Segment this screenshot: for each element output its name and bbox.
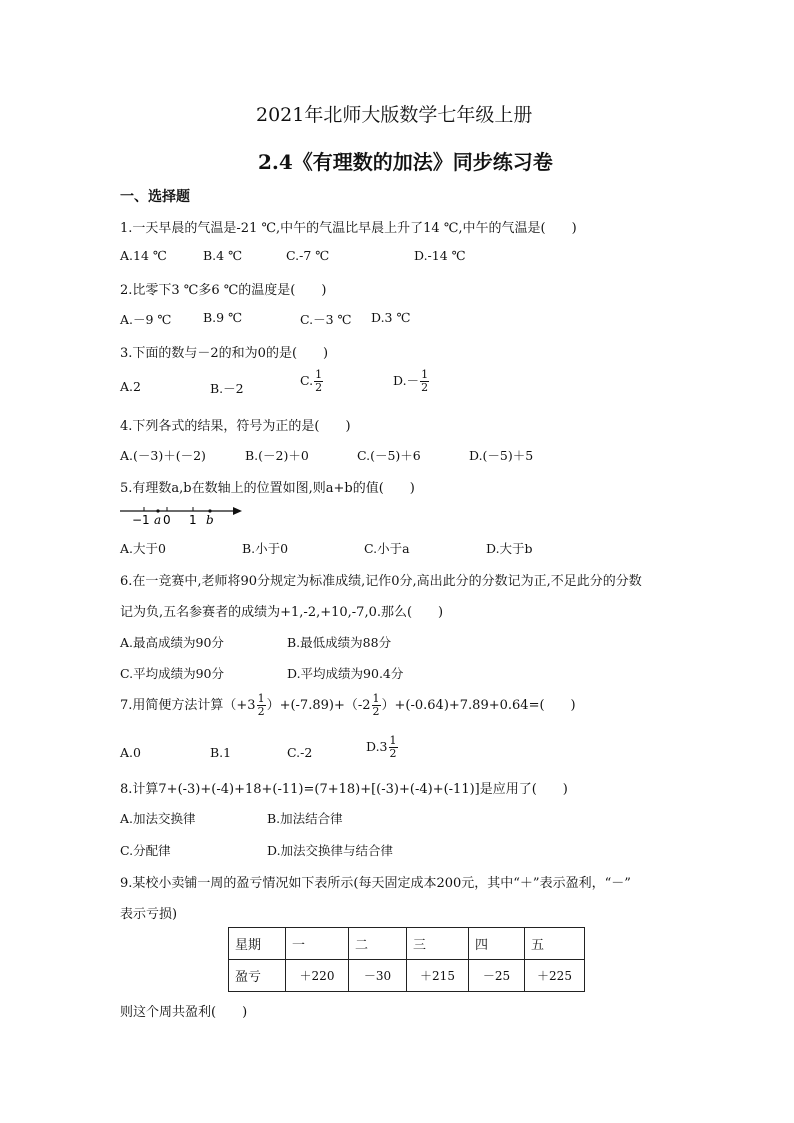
axis-label-one: 1	[189, 513, 197, 526]
q5-option-d: D.大于b	[486, 541, 533, 556]
q5-option-b: B.小于0	[242, 541, 289, 556]
q4-option-d: D.(－5)＋5	[469, 448, 534, 463]
q7-part-2: ）+(-7.89)+（-2	[266, 698, 371, 713]
arrow-right-icon	[233, 507, 242, 515]
q3-option-b: B.－2	[210, 381, 244, 396]
q1-option-b: B.4 ℃	[203, 248, 243, 263]
section-heading: 一、选择题	[120, 189, 190, 205]
q2-option-d: D.3 ℃	[371, 310, 411, 325]
q7-fraction-2	[372, 693, 381, 718]
q4-option-a: A.(－3)＋(－2)	[120, 448, 206, 463]
question-9-line-1: 9.某校小卖铺一周的盈亏情况如下表所示(每天固定成本200元，其中“＋”表示盈利，“－”	[120, 876, 631, 891]
fraction-numerator: 1	[372, 692, 380, 705]
fraction-denominator: 2	[315, 381, 323, 394]
question-6-line-2: 记为负,五名参赛者的成绩为+1,-2,+10,-7,0.那么( )	[120, 605, 444, 620]
q6-option-b: B.最低成绩为88分	[287, 635, 392, 650]
fraction-denominator: 2	[372, 705, 380, 718]
question-8-stem: 8.计算7+(-3)+(-4)+18+(-11)=(7+18)+[(-3)+(-4)+(-11)]是应用了( )	[120, 782, 568, 797]
q4-option-b: B.(－2)＋0	[245, 448, 309, 463]
q7-option-d-label: D.3	[366, 739, 388, 754]
q3-option-d	[393, 369, 430, 394]
question-6-line-1: 6.在一竞赛中,老师将90分规定为标准成绩,记作0分,高出此分的分数记为正,不足此分的分数	[120, 574, 642, 589]
q3-option-a: A.2	[120, 379, 141, 394]
q8-option-d: D.加法交换律与结合律	[267, 843, 394, 858]
q7-option-b: B.1	[210, 745, 232, 760]
fraction-numerator: 1	[315, 368, 323, 381]
table-cell: 三	[407, 928, 469, 960]
fraction-denominator: 2	[257, 705, 265, 718]
axis-label-zero: 0	[163, 513, 171, 526]
q1-option-c: C.-7 ℃	[286, 248, 330, 263]
axis-label-minus-one: −1	[132, 513, 150, 526]
question-5-stem: 5.有理数a,b在数轴上的位置如图,则a+b的值( )	[120, 481, 415, 496]
q2-option-a: A.－9 ℃	[120, 312, 172, 327]
doc-subtitle: 2.4《有理数的加法》同步练习卷	[258, 150, 553, 174]
doc-title: 2021年北师大版数学七年级上册	[256, 104, 533, 126]
question-9-tail: 则这个周共盈利( )	[120, 1005, 248, 1020]
q5-option-c: C.小于a	[364, 541, 410, 556]
table-cell: ＋225	[525, 960, 585, 992]
axis-label-a: a	[154, 513, 162, 526]
table-cell: ＋220	[286, 960, 349, 992]
q7-fraction-1	[257, 693, 266, 718]
q6-option-a: A.最高成绩为90分	[120, 635, 224, 650]
q8-option-c: C.分配律	[120, 843, 171, 858]
q7-option-a: A.0	[120, 745, 141, 760]
table-cell: －25	[469, 960, 525, 992]
q7-option-c: C.-2	[287, 745, 313, 760]
question-4-stem: 4.下列各式的结果，符号为正的是( )	[120, 419, 351, 434]
table-cell: 盈亏	[229, 960, 286, 992]
q8-option-b: B.加法结合律	[267, 811, 343, 826]
fraction-denominator: 2	[389, 747, 397, 760]
question-9-line-2: 表示亏损)	[120, 907, 178, 922]
fraction-numerator: 1	[389, 734, 397, 747]
table-cell: －30	[349, 960, 407, 992]
q3-option-d-label: D.－	[393, 373, 420, 388]
table-cell: 一	[286, 928, 349, 960]
q6-option-c: C.平均成绩为90分	[120, 666, 224, 681]
axis-label-b: b	[206, 513, 214, 526]
q6-option-d: D.平均成绩为90.4分	[287, 666, 404, 681]
q7-option-d	[366, 735, 399, 760]
q3-option-c-fraction	[314, 369, 323, 394]
table-cell: 二	[349, 928, 407, 960]
q8-option-a: A.加法交换律	[120, 811, 196, 826]
q5-option-a: A.大于0	[120, 541, 166, 556]
question-3-stem: 3.下面的数与－2的和为0的是( )	[120, 346, 329, 361]
table-cell: ＋215	[407, 960, 469, 992]
q1-option-d: D.-14 ℃	[414, 248, 466, 263]
q3-option-c-label: C.	[300, 373, 314, 388]
q7-option-d-fraction	[389, 735, 398, 760]
question-7-stem	[120, 693, 576, 718]
q7-part-1: 7.用简便方法计算（+3	[120, 698, 256, 713]
fraction-numerator: 1	[421, 368, 429, 381]
table-cell: 五	[525, 928, 585, 960]
profit-loss-table	[228, 927, 585, 992]
q3-option-d-fraction	[420, 369, 429, 394]
number-line-figure	[118, 500, 248, 526]
q7-part-3: ）+(-0.64)+7.89+0.64=( )	[381, 698, 576, 713]
table-row	[229, 960, 585, 992]
table-header-row	[229, 928, 585, 960]
fraction-denominator: 2	[421, 381, 429, 394]
q2-option-b: B.9 ℃	[203, 310, 243, 325]
table-cell: 星期	[229, 928, 286, 960]
q2-option-c: C.－3 ℃	[300, 312, 352, 327]
question-1-stem: 1.一天早晨的气温是-21 ℃,中午的气温比早晨上升了14 ℃,中午的气温是( )	[120, 221, 577, 236]
fraction-numerator: 1	[257, 692, 265, 705]
table-cell: 四	[469, 928, 525, 960]
q3-option-c	[300, 369, 324, 394]
question-2-stem: 2.比零下3 ℃多6 ℃的温度是( )	[120, 283, 327, 298]
q1-option-a: A.14 ℃	[120, 248, 167, 263]
q4-option-c: C.(－5)＋6	[357, 448, 421, 463]
